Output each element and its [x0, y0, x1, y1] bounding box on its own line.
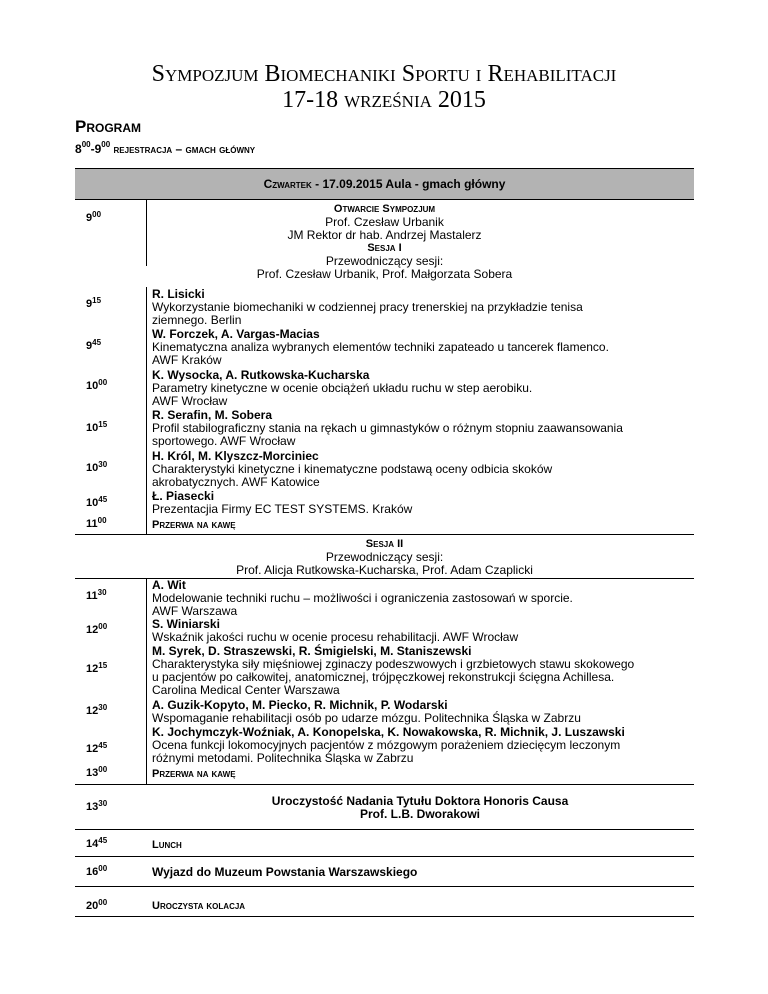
item-authors: K. Jochymczyk-Woźniak, A. Konopelska, K. Nowakowska, R. Michnik, J. Luszawski	[152, 725, 625, 739]
title-line1: Sympozjum Biomechaniki Sportu i Rehabilitacji	[151, 61, 617, 87]
item-title-cont: sportowego. AWF Wrocław	[152, 434, 296, 448]
session2-chairs: Prof. Alicja Rutkowska-Kucharska, Prof. Adam Czaplicki	[236, 563, 533, 577]
time-cell: $10^{00}$	[86, 378, 108, 392]
time-cell: $12^{30}$	[86, 703, 108, 717]
item-title-cont: u pacjentów po całkowitej, anatomicznej, trójpęczkowej rekonstrukcji ścięgna Achillesa.	[152, 670, 615, 684]
item-title-cont: AWF Wrocław	[152, 394, 228, 408]
day-name: Czwartek	[263, 177, 312, 191]
item-title: Wskaźnik jakości ruchu w ocenie procesu rehabilitacji. AWF Wrocław	[152, 630, 519, 644]
time-cell: $12^{45}$	[86, 741, 108, 755]
list-item	[152, 450, 692, 489]
time-cell: $13^{00}$	[86, 765, 108, 779]
row-divider	[75, 784, 694, 785]
col-divider	[146, 578, 147, 784]
row-divider	[75, 856, 694, 857]
ceremony-block	[146, 795, 694, 821]
list-item	[152, 618, 692, 644]
registration-text: rejestracja – gmach główny	[113, 142, 256, 156]
list-item	[152, 726, 697, 765]
time-cell: $12^{15}$	[86, 661, 108, 675]
list-item	[152, 369, 692, 408]
time-cell: $11^{00}$	[86, 516, 107, 530]
date-month: września	[344, 87, 432, 113]
list-item	[152, 579, 692, 618]
registration-line: $8^{00}-9^{00}$ rejestracja – gmach główny	[75, 140, 256, 156]
document-title	[0, 60, 768, 88]
session1-chairs: Prof. Czesław Urbanik, Prof. Małgorzata Sobera	[256, 267, 513, 281]
list-item	[152, 288, 692, 327]
row-divider	[75, 829, 694, 830]
session1-label: Sesja I	[367, 242, 402, 254]
time-cell: $12^{00}$	[86, 622, 108, 636]
list-item	[152, 490, 692, 516]
time-cell: $10^{30}$	[86, 460, 108, 474]
list-item	[152, 645, 697, 697]
item-authors: R. Lisicki	[152, 287, 205, 301]
session2-label: Sesja II	[365, 538, 404, 550]
session2-header	[75, 538, 694, 577]
item-title-cont: AWF Warszawa	[152, 604, 238, 618]
item-title: Wspomaganie rehabilitacji osób po udarze mózgu. Politechnika Śląska w Zabrzu	[152, 711, 581, 725]
item-title-cont: różnymi metodami. Politechnika Śląska w Zabrzu	[152, 751, 414, 765]
time-cell: $9^{45}$	[86, 338, 102, 352]
opening-block	[75, 203, 694, 281]
item-title-cont: akrobatycznych. AWF Katowice	[152, 475, 320, 489]
row-divider	[75, 916, 694, 917]
item-authors: Ł. Piasecki	[152, 489, 215, 503]
trip-label: Wyjazd do Muzeum Powstania Warszawskiego	[152, 865, 418, 879]
item-title: Ocena funkcji lokomocyjnych pacjentów z mózgowym porażeniem dziecięcym leczonym	[152, 738, 621, 752]
item-title: Charakterystyki kinetyczne i kinematyczne podstawą oceny odbicia skoków	[152, 462, 553, 476]
item-authors: H. Król, M. Klyszcz-Morciniec	[152, 449, 319, 463]
opening-line2: JM Rektor dr hab. Andrzej Mastalerz	[287, 228, 482, 242]
day-header	[75, 168, 694, 200]
time-cell: $20^{00}$	[86, 898, 108, 912]
item-title: Kinematyczna analiza wybranych elementów techniki zapateado u tancerek flamenco.	[152, 340, 609, 354]
item-title: Charakterystyka siły mięśniowej zginaczy podeszwowych i grzbietowych stawu skokowego	[152, 657, 635, 671]
program-heading: Program	[75, 117, 142, 136]
item-title: Prezentacjia Firmy EC TEST SYSTEMS. Kraków	[152, 502, 413, 516]
item-authors: R. Serafin, M. Sobera	[152, 408, 273, 422]
list-item	[152, 328, 692, 367]
item-authors: M. Syrek, D. Straszewski, R. Śmigielski, M. Staniszewski	[152, 644, 472, 658]
time-cell: $10^{45}$	[86, 495, 108, 509]
item-title: Profil stabilograficzny stania na rękach u gimnastyków o różnym stopniu zaawansowania	[152, 421, 623, 435]
time-cell: $14^{45}$	[86, 836, 108, 850]
row-divider	[75, 886, 694, 887]
item-title-cont: AWF Kraków	[152, 353, 222, 367]
date-year: 2015	[437, 87, 486, 113]
list-item	[152, 699, 692, 725]
document-date	[0, 86, 768, 114]
coffee-break: Przerwa na kawę	[152, 519, 236, 531]
time-cell: $13^{30}$	[86, 799, 108, 813]
time-cell: $9^{15}$	[86, 296, 102, 310]
ceremony-honoree: Prof. L.B. Dworakowi	[359, 807, 480, 821]
item-title-cont2: Carolina Medical Center Warszawa	[152, 683, 340, 697]
item-authors: A. Guzik-Kopyto, M. Piecko, R. Michnik, P. Wodarski	[152, 698, 448, 712]
opening-line1: Prof. Czesław Urbanik	[325, 215, 444, 229]
dinner-label: Uroczysta kolacja	[152, 900, 246, 912]
item-authors: K. Wysocka, A. Rutkowska-Kucharska	[152, 368, 370, 382]
ceremony-title: Uroczystość Nadania Tytułu Doktora Honoris Causa	[271, 794, 569, 808]
item-title: Modelowanie techniki ruchu – możliwości i ograniczenia zastosowań w sporcie.	[152, 591, 573, 605]
time-cell: $10^{15}$	[86, 420, 108, 434]
session1-chair-label: Przewodniczący sesji:	[325, 254, 444, 268]
item-title: Wykorzystanie biomechaniki w codziennej pracy trenerskiej na przykładzie tenisa	[152, 300, 583, 314]
date-days: 17-18	[282, 87, 339, 113]
item-title: Parametry kinetyczne w ocenie obciążeń układu ruchu w step aerobiku.	[152, 381, 533, 395]
row-divider	[75, 534, 694, 535]
lunch-label: Lunch	[152, 839, 182, 851]
item-authors: S. Winiarski	[152, 617, 220, 631]
opening-title: Otwarcie Sympozjum	[333, 203, 436, 215]
time-cell: $16^{00}$	[86, 864, 108, 878]
day-details: - 17.09.2015 Aula - gmach główny	[311, 177, 506, 191]
item-title-cont: ziemnego. Berlin	[152, 313, 242, 327]
time-cell: $9^{00}$	[86, 210, 102, 224]
session2-chair-label: Przewodniczący sesji:	[325, 550, 444, 564]
coffee-break: Przerwa na kawę	[152, 768, 236, 780]
list-item	[152, 409, 692, 448]
col-divider	[146, 287, 147, 534]
item-authors: A. Wit	[152, 578, 186, 592]
time-cell: $11^{30}$	[86, 588, 107, 602]
item-authors: W. Forczek, A. Vargas-Macias	[152, 327, 320, 341]
